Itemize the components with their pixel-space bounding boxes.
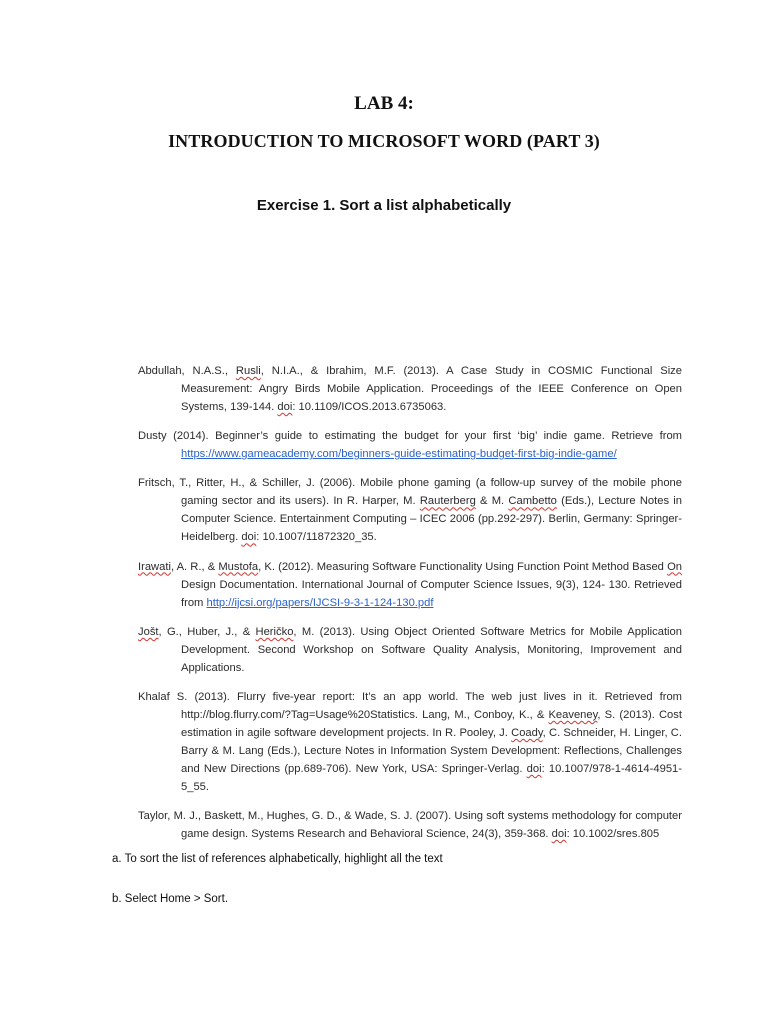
step-a-text: a. To sort the list of references alphabetically, highlight all the text: [112, 853, 443, 865]
reference-fritsch[interactable]: Fritsch, T., Ritter, H., & Schiller, J. (2006). Mobile phone gaming (a follow-up survey of the mobile phone gaming sector and its users). In R. Harper, M. Rauterberg & M. Cambetto (Eds.), Lecture Notes in Computer Science. Entertainment Computing – ICEC 2006 (pp.292-297). Berlin, Germany: Springer-Heidelberg. doi: 10.1007/11872320_35.: [138, 477, 682, 544]
reference-list[interactable]: [138, 362, 682, 851]
reference-jost[interactable]: Jošt, G., Huber, J., & Heričko, M. (2013). Using Object Oriented Software Metrics for Mobile Application Development. Second Workshop on Software Quality Analysis, Monitoring, Improvement and Applications.: [138, 625, 682, 674]
reference-abdullah[interactable]: Abdullah, N.A.S., Rusli, N.I.A., & Ibrahim, M.F. (2013). A Case Study in COSMIC Functional Size Measurement: Angry Birds Mobile Application. Proceedings of the IEEE Conference on Open Systems, 139-144. doi: 10.1109/ICOS.2013.6735063.: [138, 365, 682, 413]
reference-khalaf[interactable]: Khalaf S. (2013). Flurry five-year report: It’s an app world. The web just lives in it. Retrieved from http://blog.flurry.com/?Tag=Usage%20Statistics. Lang, M., Conboy, K., & Keaveney, S. (2013). Cost estimation in agile software development projects. In R. Pooley, J. Coady, C. Schneider, H. Linger, C. Barry & M. Lang (Eds.), Lecture Notes in Information System Development: Reflections, Challenges and New Directions (pp.689-706). New York, USA: Springer-Verlag. doi: 10.1007/978-1-4614-4951-5_55.: [138, 690, 682, 793]
exercise-title: Exercise 1. Sort a list alphabetically: [256, 197, 512, 214]
reference-link[interactable]: https://www.gameacademy.com/beginners-guide-estimating-budget-first-big-indie-game/: [181, 448, 617, 461]
reference-dusty[interactable]: Dusty (2014). Beginner’s guide to estimating the budget for your first ‘big’ indie game. Retrieve from https://www.gameacademy.com/beginners-guide-estimating-budget-first-big-indie-game/: [138, 430, 682, 461]
lab-title: LAB 4:: [354, 93, 414, 114]
page-title: INTRODUCTION TO MICROSOFT WORD (PART 3): [168, 131, 600, 151]
reference-link[interactable]: http://ijcsi.org/papers/IJCSI-9-3-1-124-130.pdf: [206, 596, 434, 609]
reference-taylor[interactable]: Taylor, M. J., Baskett, M., Hughes, G. D., & Wade, S. J. (2007). Using soft systems methodology for computer game design. Systems Research and Behavioral Science, 24(3), 359-368. doi: 10.1002/sres.805: [138, 810, 682, 841]
step-b-text: b. Select Home > Sort.: [112, 893, 229, 905]
reference-irawati[interactable]: Irawati, A. R., & Mustofa, K. (2012). Measuring Software Functionality Using Function Point Method Based On Design Documentation. International Journal of Computer Science Issues, 9(3), 124- 130. Retrieved from http://ijcsi.org/papers/IJCSI-9-3-1-124-130.pdf: [138, 560, 682, 609]
